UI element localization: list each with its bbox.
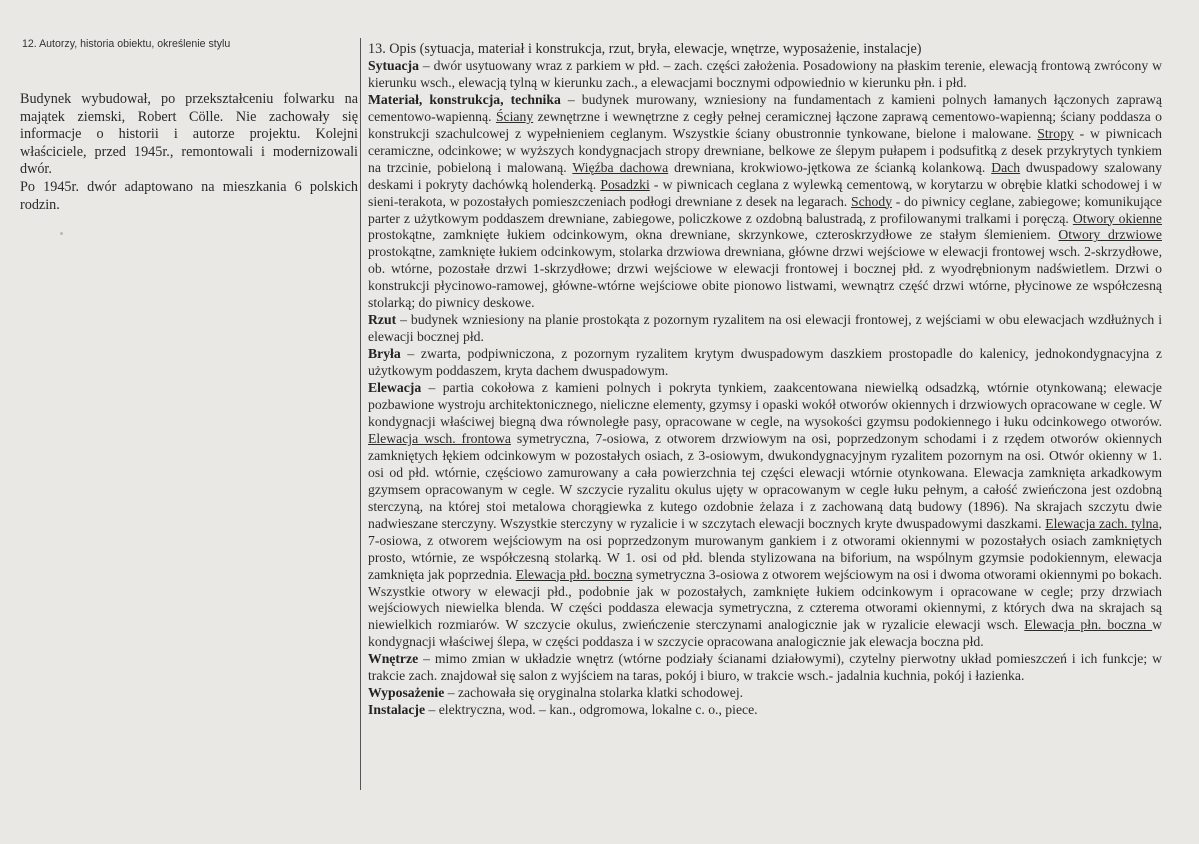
material-text: drewniana, krokwiowo-jętkowa ze ścianką kolankową.: [668, 159, 992, 175]
elewacja-pln-label: Elewacja płn. boczna: [1024, 617, 1153, 633]
left-column: [20, 38, 358, 214]
otwory-okienne-label: Otwory okienne: [1072, 210, 1162, 226]
section-13-heading: 13. Opis (sytuacja, materiał i konstrukcja, rzut, bryła, elewacje, wnętrze, wyposażenie, instalacje): [368, 41, 922, 57]
column-divider: [360, 38, 361, 790]
wyposazenie-label: Wyposażenie: [368, 685, 445, 701]
elewacja-text: symetryczna 3-osiowa z otworem wejściowym na osi i dwoma otworami okiennymi po bokach. Wszystkie otwory w elewacji płd., podobnie jak w pozostałych, zamknięte łukiem odcinkowym i opracowane w cegle; przy drzwiach wejściowych niewielka blenda. W części poddasza elewacja symetryczna, z czterema otworami okiennymi, z których dwa na skrajach są niewielkich rozmiarów. W szczycie okulus, zwieńczenie sterczynami analogicznie jak w ryzalicie elewacji wsch.: [368, 566, 1162, 633]
history-text: [20, 91, 358, 214]
elewacja-paragraph: [368, 380, 1162, 651]
paper-speck: [60, 232, 63, 235]
instalacje-label: Instalacje: [368, 702, 426, 718]
sytuacja-label: Sytuacja: [368, 57, 419, 73]
wyposazenie-text: – zachowała się oryginalna stolarka klatki schodowej.: [444, 685, 744, 701]
bryla-label: Bryła: [368, 346, 401, 362]
wnetrze-text: – mimo zmian w układzie wnętrz (wtórne podziały ścianami działowymi), czytelny pierwotny układ pomieszczeń i ich funkcje; w trakcie zach. znajdował się salon z wyjściem na taras, pokój i biuro, w trakcie wsch.- jadalnia kuchnia, pokój i łazienka.: [368, 651, 1162, 684]
material-text: - w piwnicach ceglana z wylewką cementową, w korytarzu w obrębie klatki schodowej i w sieni-terakota, w pozostałych pomieszczeniach podłogi drewniane z desek na legarach.: [368, 176, 1162, 209]
bryla-text: – zwarta, podpiwniczona, z pozornym ryzalitem krytym dwuspadowym daszkiem prostopadle do kalenicy, jednokondygnacyjna z użytkowym poddaszem, kryta dachem dwuspadowym.: [368, 346, 1162, 379]
material-text: - w piwnicach ceramiczne, odcinkowe; w wyższych kondygnacjach stropy drewniane, belkowe ze ślepym pułapem i podsufitką z desek przykrytych tynkiem na trzcinie, pobieloną i malowaną.: [368, 125, 1162, 175]
material-label: Materiał, konstrukcja, technika: [368, 91, 561, 107]
elewacja-wsch-label: Elewacja wsch. frontowa: [368, 430, 511, 446]
wnetrze-paragraph: [368, 651, 1162, 685]
sytuacja-paragraph: [368, 58, 1162, 92]
material-text: – budynek murowany, wzniesiony na fundamentach z kamieni polnych łamanych łączonych zaprawą cementowo-wapienną.: [368, 91, 1163, 124]
section-12-heading: 12. Autorzy, historia obiektu, określenie stylu: [22, 38, 231, 50]
schody-label: Schody: [850, 193, 893, 209]
material-paragraph: [368, 92, 1162, 312]
wiezba-label: Więźba dachowa: [572, 159, 669, 175]
bryla-paragraph: [368, 346, 1162, 380]
elewacja-pld-label: Elewacja płd. boczna: [515, 566, 633, 582]
material-text: prostokątne, zamknięte łukiem odcinkowym, okna drewniane, skrzynkowe, czteroskrzydłowe ze stałym ślemieniem.: [368, 227, 1059, 243]
wnetrze-label: Wnętrze: [368, 651, 419, 667]
material-text: dwuspadowy szalowany deskami i pokryty dachówką holenderką.: [368, 159, 1162, 192]
rzut-text: – budynek wzniesiony na planie prostokąta z pozornym ryzalitem na osi elewacji frontowej, z wejściami w obu elewacjach wzdłużnych i elewacji bocznej płd.: [368, 312, 1162, 345]
sytuacja-text: – dwór usytuowany wraz z parkiem w płd. – zach. części założenia. Posadowiony na płaskim terenie, elewacją frontową zwrócony w kierunku wsch., elewacją tylną w kierunku zach., a elewacjami bocznymi odpowiednio w kierunku płn. i płd.: [368, 57, 1162, 90]
right-column: [368, 41, 1162, 719]
dach-label: Dach: [991, 159, 1021, 175]
sciany-label: Ściany: [495, 108, 534, 124]
rzut-paragraph: [368, 312, 1162, 346]
elewacja-text: , 7-osiowa, z otworem wejściowym na osi poprzedzonym murowanym gankiem i z otworami okiennymi w pozostałych osiach zamkniętych prosto, wtórnie, ze współczesną stolarką. W 1. osi od płd. blenda stylizowana na biforium, na wspólnym gzymsie podokiennym, elewacja zamknięta jak poprzednia.: [368, 515, 1162, 582]
stropy-label: Stropy: [1037, 125, 1074, 141]
elewacja-text: w kondygnacji właściwej ślepa, w części poddasza i w szczycie opracowana analogicznie jak elewacja boczna płd.: [368, 617, 1163, 650]
rzut-label: Rzut: [368, 312, 397, 328]
wyposazenie-paragraph: [368, 685, 1162, 702]
posadzki-label: Posadzki: [600, 176, 650, 192]
elewacja-zach-label: Elewacja zach. tylna: [1045, 515, 1159, 531]
elewacja-text: – partia cokołowa z kamieni polnych i pokryta tynkiem, zaakcentowana niewielką odsadzką, wtórnie otynkowaną; elewacje pozbawione wystroju architektonicznego, nieliczne elementy, gzymsy i opaski wokół otworów okiennych i drzwiowych opracowane w cegle. W kondygnacji właściwej biegną dwa równoległe pasy, opracowane w cegle, na wysokości gzymsu podokiennego i łuku odcinkowego otworów.: [368, 380, 1162, 429]
instalacje-text: – elektryczna, wod. – kan., odgromowa, lokalne c. o., piece.: [425, 702, 758, 718]
history-paragraph: Po 1945r. dwór adaptowano na mieszkania 6 polskich rodzin.: [20, 178, 358, 213]
elewacja-label: Elewacja: [368, 380, 422, 396]
instalacje-paragraph: [368, 702, 1162, 719]
material-text: - do piwnicy ceglane, zabiegowe; komunikujące parter z użytkowym poddaszem drewniane, zabiegowe, policzkowe z ozdobną balustradą, z profilowanymi tralkami i poręczą.: [368, 193, 1163, 226]
material-text: zewnętrzne i wewnętrzne z cegły pełnej ceramicznej łączone zaprawą cementowo-wapienną; ściany poddasza o konstrukcji szachulcowej z wypełnieniem ceglanym. Wszystkie ściany obustronnie tynkowane, bielone i malowane.: [368, 108, 1163, 141]
otwory-drzwiowe-label: Otwory drzwiowe: [1058, 227, 1162, 243]
history-paragraph: Budynek wybudował, po przekształceniu folwarku na majątek ziemski, Robert Cölle. Nie zachowały się informacje o historii i autorze projektu. Kolejni właściciele, przed 1945r., remontowali i modernizowali dwór.: [20, 91, 358, 178]
elewacja-text: symetryczna, 7-osiowa, z otworem drzwiowym na osi, poprzedzonym schodami i z rzędem otworów okiennych zamkniętych łękiem odcinkowym w pozostałych osiach, z 3-osiowym, dwukondygnacyjnym ryzalitem pozornym na osi. Otwór okienny w 1. osi od płd. wtórnie, częściowo zamurowany a cała powierzchnia tej części elewacji wtórnie otynkowana. Elewacja zamknięta arkadkowym gzymsem opracowanym w cegle. W szczycie ryzalitu okulus ujęty w opracowanym w cegle łuku pełnym, a całość zwieńczona jest ozdobną sterczyną, na której stoi metalowa chorągiewka z kutego ozdobnie żelaza i z zachowaną datą budowy (1896). Na skrajach szczytu dwie nadwieszane sterczyny. Wszystkie sterczyny w ryzalicie i w szczytach elewacji bocznych kryte dwuspadowymi daszkami.: [368, 430, 1162, 531]
material-text: prostokątne, zamknięte łukiem odcinkowym, stolarka drzwiowa drewniana, główne drzwi wejściowe w elewacji frontowej wsch. 2-skrzydłowe, ob. wtórne, pozostałe drzwi 1-skrzydłowe; drzwi wejściowe w elewacji frontowej i bocznej płd. z wyodrębnionym nadświetlem. Drzwi o konstrukcji płycinowo-ramowej, główne-wtórne wejściowe obite pionowo listwami, wewnątrz część drzwi wtórne, płycinowe ze współczesną stolarką; do piwnicy deskowe.: [368, 244, 1162, 311]
